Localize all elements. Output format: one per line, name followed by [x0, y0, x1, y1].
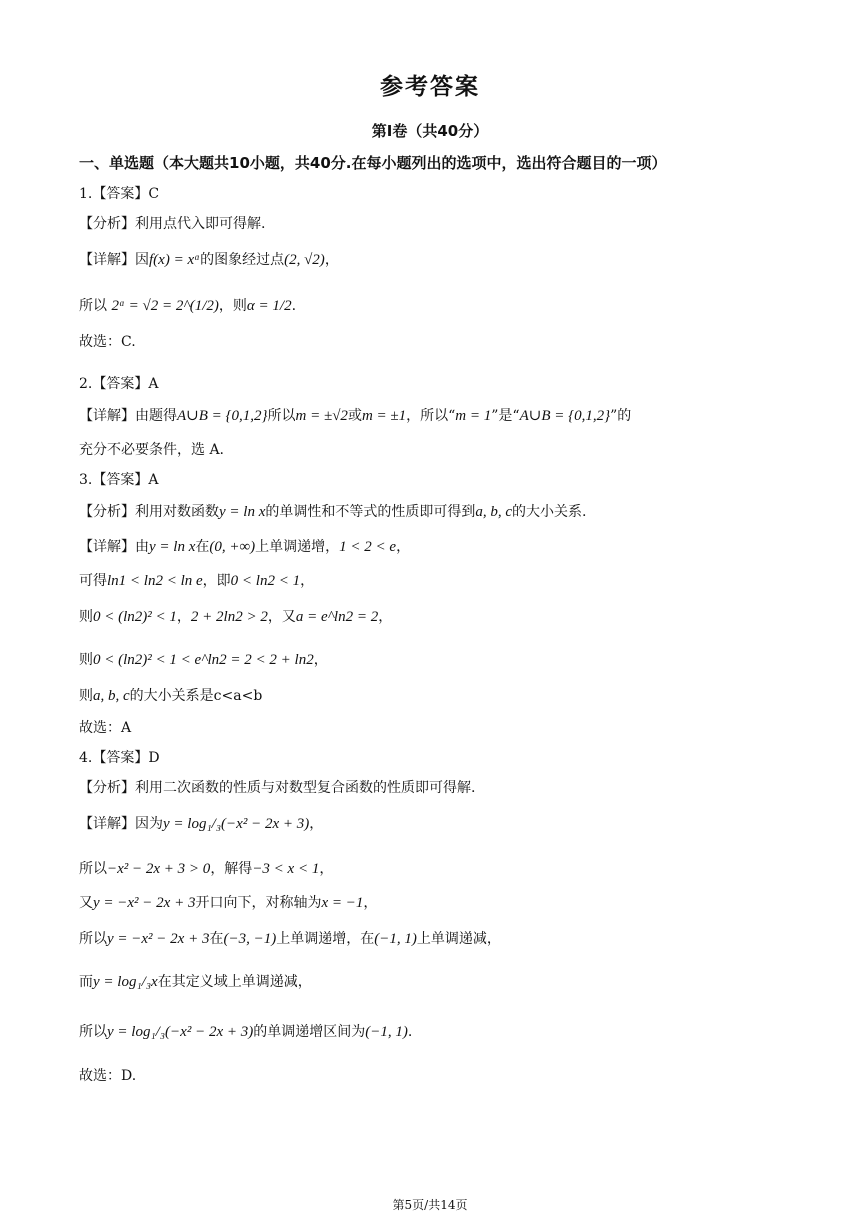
math-expression: x = −1 [321, 895, 364, 911]
q2-conclusion: 充分不必要条件，选 A. [79, 442, 225, 458]
q3-step-3: 则0 < (ln2)² < 1 < e^ln2 = 2 < 2 + ln2， [79, 652, 328, 668]
q2-answer: 2.【答案】A [79, 376, 159, 392]
q3-step-1: 可得ln1 < ln2 < ln e，即0 < ln2 < 1， [79, 573, 315, 589]
math-expression: y = ln x [149, 539, 196, 555]
q4-step-4: 而y = log₁/₃x在其定义域上单调递减， [79, 974, 312, 990]
math-expression: a, b, c [93, 688, 130, 704]
math-expression: a, b, c [475, 504, 513, 520]
math-expression: y = log₁/₃x [93, 974, 158, 990]
math-expression: 0 < (ln2)² < 1 < e^ln2 = 2 < 2 + ln2 [93, 652, 314, 668]
q1-detail: 【详解】因f(x) = xᵅ的图象经过点(2, √2)， [79, 252, 339, 268]
q1-derivation: 所以 2ᵅ = √2 = 2^(1/2)，则α = 1/2. [79, 298, 297, 314]
math-expression: (2, √2) [284, 252, 325, 268]
q4-detail: 【详解】因为y = log₁/₃(−x² − 2x + 3)， [79, 816, 324, 832]
math-expression: y = ln x [219, 504, 266, 520]
section-heading: 一、单选题（本大题共10小题，共40分.在每小题列出的选项中，选出符合题目的一项） [79, 154, 667, 172]
math-expression: 1 < 2 < e [339, 539, 397, 555]
math-expression: m = ±1 [361, 408, 407, 424]
math-expression: ln1 < ln2 < ln e [107, 573, 203, 589]
math-expression: −x² − 2x + 3 > 0 [107, 861, 211, 877]
q2-detail: 【详解】由题得A∪B = {0,1,2}所以m = ±√2或m = ±1，所以“m = 1”是“A∪B = {0,1,2}”的 [79, 408, 632, 424]
math-expression: α = 1/2 [246, 298, 292, 314]
math-expression: A∪B = {0,1,2} [519, 408, 611, 424]
q3-answer: 3.【答案】A [79, 472, 159, 488]
math-expression: m = 1 [455, 408, 492, 424]
q3-step-2: 则0 < (ln2)² < 1，2 + 2ln2 > 2，又a = e^ln2 = 2， [79, 609, 393, 625]
q3-analysis: 【分析】利用对数函数y = ln x的单调性和不等式的性质即可得到a, b, c的大小关系. [79, 504, 587, 520]
math-expression: (−1, 1) [374, 931, 417, 947]
math-expression: (−3, −1) [223, 931, 277, 947]
page-footer: 第5页/共14页 [392, 1198, 468, 1212]
math-expression: (−1, 1) [365, 1024, 408, 1040]
math-expression: −3 < x < 1 [252, 861, 320, 877]
math-expression: c<a<b [213, 688, 263, 704]
q1-analysis: 【分析】利用点代入即可得解. [79, 216, 266, 232]
q3-step-4: 则a, b, c的大小关系是c<a<b [79, 688, 263, 704]
q4-analysis: 【分析】利用二次函数的性质与对数型复合函数的性质即可得解. [79, 780, 476, 796]
math-expression: f(x) = xᵅ [149, 252, 201, 268]
math-expression: y = log₁/₃(−x² − 2x + 3) [107, 1024, 254, 1040]
math-expression: a = e^ln2 = 2 [295, 609, 379, 625]
q4-step-5: 所以y = log₁/₃(−x² − 2x + 3)的单调递增区间为(−1, 1). [79, 1024, 413, 1040]
page-title: 参考答案 [380, 74, 480, 100]
q1-choice: 故选：C. [79, 334, 136, 350]
page-subtitle: 第Ⅰ卷（共40分） [371, 122, 489, 140]
math-expression: 0 < ln2 < 1 [230, 573, 301, 589]
math-expression: y = log₁/₃(−x² − 2x + 3) [163, 816, 310, 832]
math-expression: A∪B = {0,1,2} [177, 408, 268, 424]
q3-detail: 【详解】由y = ln x在(0, +∞)上单调递增，1 < 2 < e， [79, 539, 411, 555]
q1-answer: 1.【答案】C [79, 186, 160, 202]
math-expression: 0 < (ln2)² < 1 [93, 609, 177, 625]
math-expression: 2ᵅ = √2 = 2^(1/2) [111, 298, 219, 314]
math-expression: (0, +∞) [209, 539, 256, 555]
math-expression: m = ±√2 [295, 408, 348, 424]
q4-answer: 4.【答案】D [79, 750, 160, 766]
math-expression: 2 + 2ln2 > 2 [190, 609, 268, 625]
q4-choice: 故选：D. [79, 1068, 137, 1084]
q3-choice: 故选：A [79, 720, 132, 736]
q4-step-3: 所以y = −x² − 2x + 3在(−3, −1)上单调递增，在(−1, 1)上单调递减， [79, 931, 501, 947]
math-expression: y = −x² − 2x + 3 [93, 895, 196, 911]
math-expression: y = −x² − 2x + 3 [107, 931, 210, 947]
q4-step-1: 所以−x² − 2x + 3 > 0，解得−3 < x < 1， [79, 861, 334, 877]
q4-step-2: 又y = −x² − 2x + 3开口向下，对称轴为x = −1， [79, 895, 378, 911]
